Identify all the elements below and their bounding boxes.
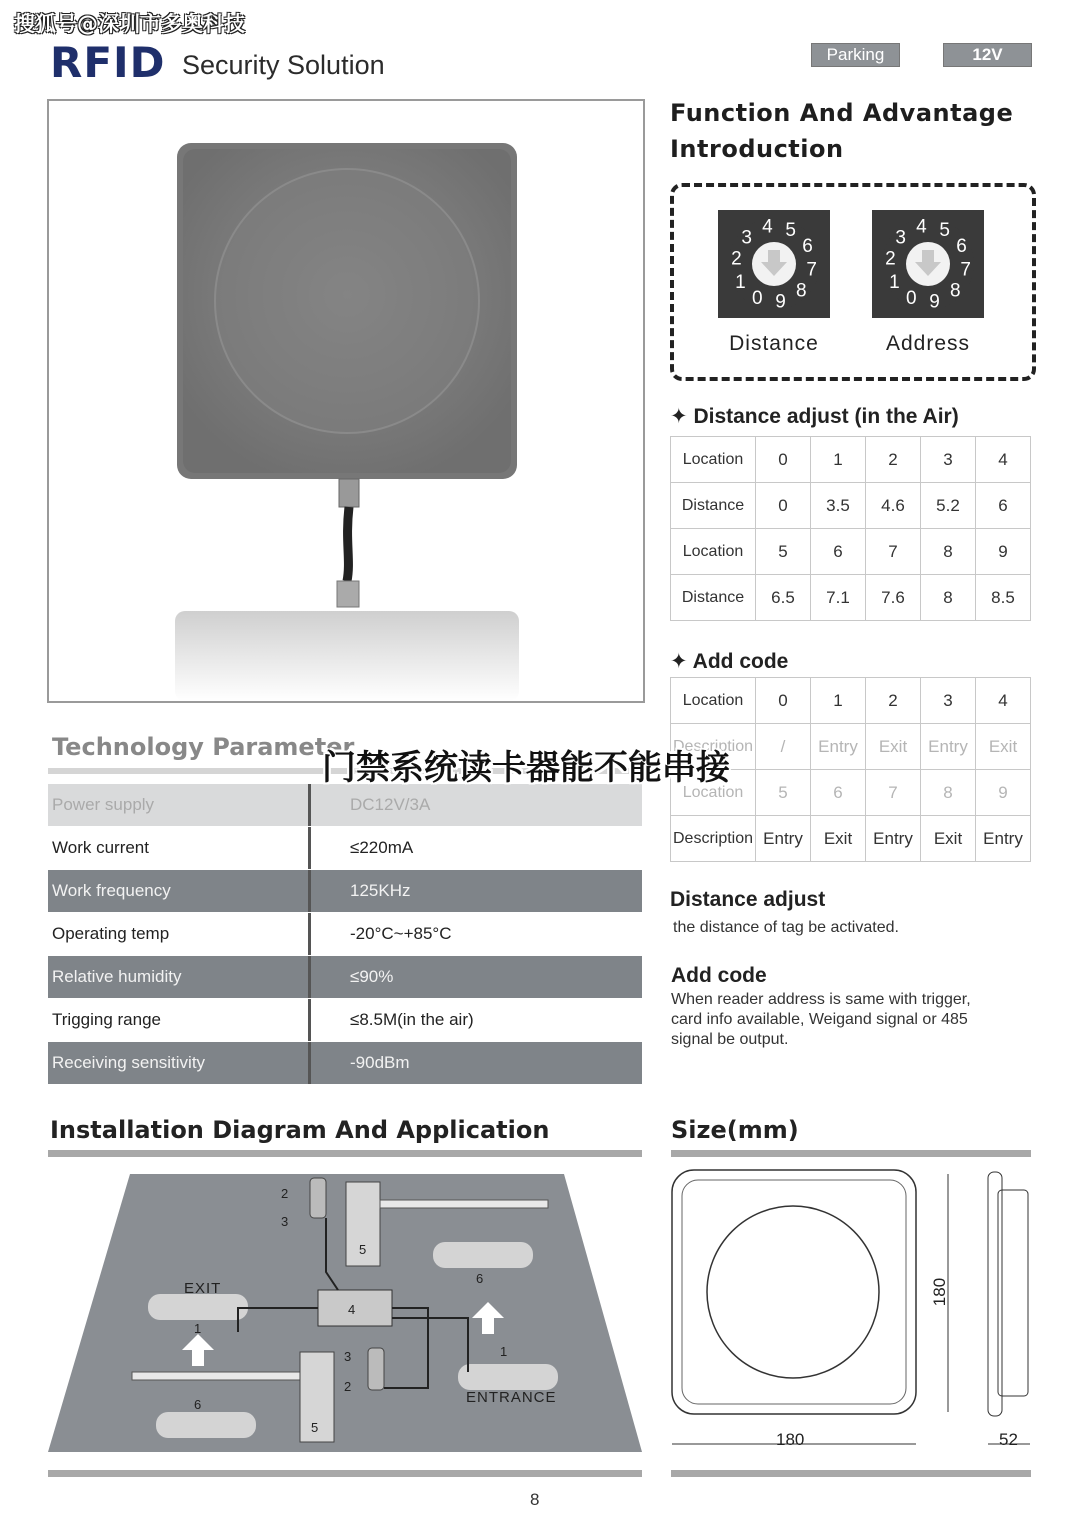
- table-cell: 0: [756, 483, 811, 529]
- exit-label: EXIT: [184, 1280, 222, 1297]
- table-cell: 1: [811, 678, 866, 724]
- distance-note-text: the distance of tag be activated.: [673, 919, 899, 936]
- distance-dial-label: Distance: [729, 332, 819, 355]
- dial-digit: 6: [956, 236, 967, 258]
- watermark-text: 搜狐号@深圳市多奥科技: [14, 12, 245, 36]
- size-title: Size(mm): [671, 1116, 799, 1144]
- brand-logo: RFID: [50, 38, 166, 87]
- function-title: [670, 95, 1013, 167]
- dial-digit: 1: [735, 271, 746, 293]
- plus-star-icon: ✦: [670, 650, 688, 673]
- address-dial: [872, 210, 984, 318]
- dial-digit: 6: [802, 236, 813, 258]
- table-row: [671, 678, 1031, 724]
- marker-1b: 1: [500, 1344, 508, 1359]
- rfid-reader-image: [49, 101, 643, 701]
- tech-key: Trigging range: [52, 1010, 161, 1029]
- distance-dial: [718, 210, 830, 318]
- dial-digit: 0: [752, 288, 763, 310]
- table-row: [671, 529, 1031, 575]
- table-cell: Description: [671, 724, 756, 770]
- table-cell: 6: [811, 529, 866, 575]
- marker-5b: 5: [311, 1420, 319, 1435]
- add-code-table-title: ✦ Add code: [670, 650, 789, 673]
- tech-value: -90dBm: [350, 1053, 410, 1072]
- addcode-note-text: When reader address is same with trigger, card info available, Weigand signal or 485 signal be output.: [671, 991, 971, 1048]
- tech-row: [48, 784, 642, 826]
- dial-digit: 0: [906, 288, 917, 310]
- product-photo: [47, 99, 645, 703]
- distance-note-title: Distance adjust: [670, 888, 826, 911]
- tech-separator: [308, 999, 311, 1041]
- tech-row: [48, 870, 642, 912]
- marker-3a: 3: [281, 1214, 289, 1229]
- marker-6a: 6: [476, 1271, 484, 1286]
- table-cell: 0: [756, 437, 811, 483]
- tech-row: [48, 1042, 642, 1084]
- plus-star-icon: ✦: [670, 405, 688, 428]
- install-title: Installation Diagram And Application: [50, 1116, 550, 1144]
- dial-digit: 5: [785, 219, 796, 241]
- table-cell: 8: [921, 575, 976, 621]
- table-cell: Location: [671, 529, 756, 575]
- table-cell: Distance: [671, 575, 756, 621]
- dial-digit: 8: [950, 280, 961, 302]
- size-depth: 52: [999, 1430, 1018, 1449]
- installation-diagram-graphic: [48, 1172, 644, 1454]
- address-dial-icon: [872, 210, 984, 318]
- table-cell: 8: [921, 770, 976, 816]
- dial-digit: 9: [929, 291, 940, 313]
- table-cell: 7: [866, 770, 921, 816]
- table-row: [671, 483, 1031, 529]
- dial-digit: 3: [895, 227, 906, 249]
- dial-digit: 7: [960, 259, 971, 281]
- table-cell: 3: [921, 678, 976, 724]
- table-cell: 6.5: [756, 575, 811, 621]
- distance-table-title: ✦ Distance adjust (in the Air): [670, 405, 959, 428]
- marker-5a: 5: [359, 1242, 367, 1257]
- size-title-rule: [671, 1150, 1031, 1157]
- tech-key: Power supply: [52, 795, 155, 814]
- table-cell: 7: [866, 529, 921, 575]
- marker-6b: 6: [194, 1397, 202, 1412]
- tech-value: -20°C~+85°C: [350, 924, 452, 943]
- dial-digit: 2: [885, 248, 896, 270]
- dial-digit: 4: [916, 216, 927, 238]
- table-cell: Exit: [976, 724, 1031, 770]
- table-cell: /: [756, 724, 811, 770]
- table-cell: Exit: [921, 816, 976, 862]
- tech-value: DC12V/3A: [350, 795, 431, 814]
- table-cell: 3: [921, 437, 976, 483]
- overlay-title: 门禁系统读卡器能不能串接: [322, 748, 730, 788]
- install-bottom-rule: [48, 1470, 642, 1477]
- marker-2b: 2: [344, 1379, 352, 1394]
- tech-row: [48, 913, 642, 955]
- table-cell: 4.6: [866, 483, 921, 529]
- table-cell: 5: [756, 770, 811, 816]
- table-cell: Entry: [811, 724, 866, 770]
- table-cell: Description: [671, 816, 756, 862]
- table-cell: Location: [671, 437, 756, 483]
- tech-row: [48, 827, 642, 869]
- table-cell: Exit: [866, 724, 921, 770]
- table-cell: 4: [976, 437, 1031, 483]
- tech-separator: [308, 784, 311, 826]
- table-cell: Entry: [976, 816, 1031, 862]
- tech-separator: [308, 913, 311, 955]
- brand-subtitle: Security Solution: [182, 50, 385, 80]
- function-title-line2: Introduction: [670, 135, 844, 163]
- table-cell: 7.6: [866, 575, 921, 621]
- parking-tag: Parking: [811, 43, 900, 67]
- table-cell: 0: [756, 678, 811, 724]
- addcode-note-title: Add code: [671, 964, 767, 987]
- tech-separator: [308, 870, 311, 912]
- table-cell: 5.2: [921, 483, 976, 529]
- table-cell: 8.5: [976, 575, 1031, 621]
- distance-dial-icon: [718, 210, 830, 318]
- table-cell: 7.1: [811, 575, 866, 621]
- size-drawing: [668, 1168, 1034, 1458]
- tech-key: Work frequency: [52, 881, 171, 900]
- voltage-tag: 12V: [943, 43, 1032, 67]
- tech-value: ≤220mA: [350, 838, 414, 857]
- tech-value: ≤90%: [350, 967, 394, 986]
- table-cell: Location: [671, 678, 756, 724]
- tech-separator: [308, 1042, 311, 1084]
- table-row: [671, 816, 1031, 862]
- tech-value: ≤8.5M(in the air): [350, 1010, 474, 1029]
- tech-separator: [308, 827, 311, 869]
- tech-separator: [308, 956, 311, 998]
- entrance-label: ENTRANCE: [466, 1389, 557, 1406]
- table-cell: 9: [976, 529, 1031, 575]
- table-cell: 6: [811, 770, 866, 816]
- dial-digit: 7: [806, 259, 817, 281]
- table-cell: 3.5: [811, 483, 866, 529]
- tech-title: Technology Parameter: [52, 733, 355, 761]
- size-width: 180: [776, 1430, 805, 1449]
- table-cell: Entry: [756, 816, 811, 862]
- tech-key: Receiving sensitivity: [52, 1053, 206, 1072]
- table-cell: Entry: [921, 724, 976, 770]
- table-cell: Exit: [811, 816, 866, 862]
- size-bottom-rule: [671, 1470, 1031, 1477]
- tech-key: Work current: [52, 838, 149, 857]
- size-drawing-graphic: [668, 1168, 1034, 1458]
- marker-2a: 2: [281, 1186, 289, 1201]
- dial-digit: 1: [889, 271, 900, 293]
- tech-row: [48, 999, 642, 1041]
- table-row: [671, 437, 1031, 483]
- dial-digit: 2: [731, 248, 742, 270]
- marker-1a: 1: [194, 1321, 202, 1336]
- table-cell: 6: [976, 483, 1031, 529]
- dial-digit: 9: [775, 291, 786, 313]
- tech-row: [48, 956, 642, 998]
- tech-value: 125KHz: [350, 881, 411, 900]
- function-title-line1: Function And Advantage: [670, 99, 1014, 127]
- address-dial-label: Address: [885, 332, 971, 355]
- table-cell: 8: [921, 529, 976, 575]
- table-cell: 9: [976, 770, 1031, 816]
- install-title-rule: [48, 1150, 642, 1157]
- size-height: 180: [930, 1277, 950, 1307]
- dial-digit: 8: [796, 280, 807, 302]
- marker-3b: 3: [344, 1349, 352, 1364]
- table-cell: Entry: [866, 816, 921, 862]
- tech-key: Relative humidity: [52, 967, 182, 986]
- table-cell: 1: [811, 437, 866, 483]
- table-cell: Distance: [671, 483, 756, 529]
- distance-table: [670, 436, 1031, 621]
- marker-4: 4: [348, 1302, 356, 1317]
- dial-digit: 4: [762, 216, 773, 238]
- table-cell: 4: [976, 678, 1031, 724]
- table-cell: 2: [866, 437, 921, 483]
- table-cell: 5: [756, 529, 811, 575]
- page-number: 8: [530, 1490, 540, 1509]
- table-cell: 2: [866, 678, 921, 724]
- dial-digit: 3: [741, 227, 752, 249]
- table-cell: Location: [671, 770, 756, 816]
- tech-key: Operating temp: [52, 924, 170, 943]
- dial-digit: 5: [939, 219, 950, 241]
- installation-diagram: [48, 1172, 644, 1454]
- table-row: [671, 575, 1031, 621]
